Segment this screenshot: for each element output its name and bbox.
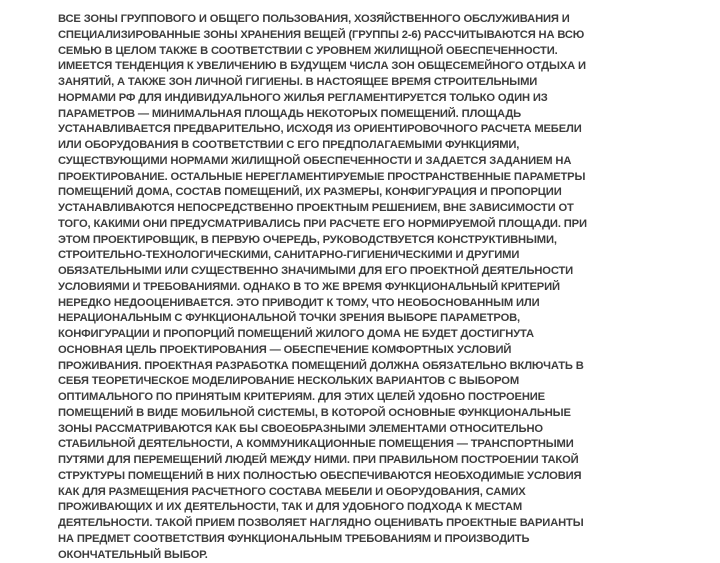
- slide-body-text: ВСЕ ЗОНЫ ГРУППОВОГО И ОБЩЕГО ПОЛЬЗОВАНИЯ, ХОЗЯЙСТВЕННОГО ОБСЛУЖИВАНИЯ И СПЕЦИАЛИЗИРОВАННЫЕ ЗОНЫ ХРАНЕНИЯ ВЕЩЕЙ (ГРУППЫ 2-6) РАССЧИТЫВАЮТСЯ НА ВСЮ СЕМЬЮ В ЦЕЛОМ ТАКЖЕ В СООТВЕТСТВИИ С УРОВНЕМ ЖИЛИЩНОЙ ОБЕСПЕЧЕННОСТИ. ИМЕЕТСЯ ТЕНДЕНЦИЯ К УВЕЛИЧЕНИЮ В БУДУЩЕМ ЧИСЛА ЗОН ОБЩЕСЕМЕЙНОГО ОТДЫХА И ЗАНЯТИЙ, А ТАКЖЕ ЗОН ЛИЧНОЙ ГИГИЕНЫ. В НАСТОЯЩЕЕ ВРЕМЯ СТРОИТЕЛЬНЫМИ НОРМАМИ РФ ДЛЯ ИНДИВИДУАЛЬНОГО ЖИЛЬЯ РЕГЛАМЕНТИРУЕТСЯ ТОЛЬКО ОДИН ИЗ ПАРАМЕТРОВ — МИНИМАЛЬНАЯ ПЛОЩАДЬ НЕКОТОРЫХ ПОМЕЩЕНИЙ. ПЛОЩАДЬ УСТАНАВЛИВАЕТСЯ ПРЕДВАРИТЕЛЬНО, ИСХОДЯ ИЗ ОРИЕНТИРОВОЧНОГО РАСЧЕТА МЕБЕЛИ ИЛИ ОБОРУДОВАНИЯ В СООТВЕТСТВИИ С ЕГО ПРЕДПОЛАГАЕМЫМИ ФУНКЦИЯМИ, СУЩЕСТВУЮЩИМИ НОРМАМИ ЖИЛИЩНОЙ ОБЕСПЕЧЕННОСТИ И ЗАДАЕТСЯ ЗАДАНИЕМ НА ПРОЕКТИРОВАНИЕ. ОСТАЛЬНЫЕ НЕРЕГЛАМЕНТИРУЕМЫЕ ПРОСТРАНСТВЕННЫЕ ПАРАМЕТРЫ ПОМЕЩЕНИЙ ДОМА, СОСТАВ ПОМЕЩЕНИЙ, ИХ РАЗМЕРЫ, КОНФИГУРАЦИЯ И ПРОПОРЦИИ УСТАНАВЛИВАЮТСЯ НЕПОСРЕДСТВЕННО ПРОЕКТНЫМ РЕШЕНИЕМ, ВНЕ ЗАВИСИМОСТИ ОТ ТОГО, КАКИМИ ОНИ ПРЕДУСМАТРИВАЛИСЬ ПРИ РАСЧЕТЕ ЕГО НОРМИРУЕМОЙ ПЛОЩАДИ. ПРИ ЭТОМ ПРОЕКТИРОВЩИК, В ПЕРВУЮ ОЧЕРЕДЬ, РУКОВОДСТВУЕТСЯ КОНСТРУКТИВНЫМИ, СТРОИТЕЛЬНО-ТЕХНОЛОГИЧЕСКИМИ, САНИТАРНО-ГИГИЕНИЧЕСКИМИ И ДРУГИМИ ОБЯЗАТЕЛЬНЫМИ ИЛИ СУЩЕСТВЕННО ЗНАЧИМЫМИ ДЛЯ ЕГО ПРОЕКТНОЙ ДЕЯТЕЛЬНОСТИ УСЛОВИЯМИ И ТРЕБОВАНИЯМИ. ОДНАКО В ТО ЖЕ ВРЕМЯ ФУНКЦИОНАЛЬНЫЙ КРИТЕРИЙ НЕРЕДКО НЕДООЦЕНИВАЕТСЯ. ЭТО ПРИВОДИТ К ТОМУ, ЧТО НЕОБОСНОВАННЫМ ИЛИ НЕРАЦИОНАЛЬНЫМ С ФУНКЦИОНАЛЬНОЙ ТОЧКИ ЗРЕНИЯ ВЫБОРЕ ПАРАМЕТРОВ, КОНФИГУРАЦИИ И ПРОПОРЦИЙ ПОМЕЩЕНИЙ ЖИЛОГО ДОМА НЕ БУДЕТ ДОСТИГНУТА ОСНОВНАЯ ЦЕЛЬ ПРОЕКТИРОВАНИЯ — ОБЕСПЕЧЕНИЕ КОМФОРТНЫХ УСЛОВИЙ ПРОЖИВАНИЯ. ПРОЕКТНАЯ РАЗРАБОТКА ПОМЕЩЕНИЙ ДОЛЖНА ОБЯЗАТЕЛЬНО ВКЛЮЧАТЬ В СЕБЯ ТЕОРЕТИЧЕСКОЕ МОДЕЛИРОВАНИЕ НЕСКОЛЬКИХ ВАРИАНТОВ С ВЫБОРОМ ОПТИМАЛЬНОГО ПО ПРИНЯТЫМ КРИТЕРИЯМ. ДЛЯ ЭТИХ ЦЕЛЕЙ УДОБНО ПОСТРОЕНИЕ ПОМЕЩЕНИЙ В ВИДЕ МОБИЛЬНОЙ СИСТЕМЫ, В КОТОРОЙ ОСНОВНЫЕ ФУНКЦИОНАЛЬНЫЕ ЗОНЫ РАССМАТРИВАЮТСЯ КАК БЫ СВОЕОБРАЗНЫМИ ЭЛЕМЕНТАМИ ОТНОСИТЕЛЬНО СТАБИЛЬНОЙ ДЕЯТЕЛЬНОСТИ, А КОММУНИКАЦИОННЫЕ ПОМЕЩЕНИЯ — ТРАНСПОРТНЫМИ ПУТЯМИ ДЛЯ ПЕРЕМЕЩЕНИЙ ЛЮДЕЙ МЕЖДУ НИМИ. ПРИ ПРАВИЛЬНОМ ПОСТРОЕНИИ ТАКОЙ СТРУКТУРЫ ПОМЕЩЕНИЙ В НИХ ПОЛНОСТЬЮ ОБЕСПЕЧИВАЮТСЯ НЕОБХОДИМЫЕ УСЛОВИЯ КАК ДЛЯ РАЗМЕЩЕНИЯ РАСЧЕТНОГО СОСТАВА МЕБЕЛИ И ОБОРУДОВАНИЯ, САМИХ ПРОЖИВАЮЩИХ И ИХ ДЕЯТЕЛЬНОСТИ, ТАК И ДЛЯ УДОБНОГО ПОДХОДА К МЕСТАМ ДЕЯТЕЛЬНОСТИ. ТАКОЙ ПРИЕМ ПОЗВОЛЯЕТ НАГЛЯДНО ОЦЕНИВАТЬ ПРОЕКТНЫЕ ВАРИАНТЫ НА ПРЕДМЕТ СООТВЕТСТВИЯ ФУНКЦИОНАЛЬНЫМ ТРЕБОВАНИЯМ И ПРОИЗВОДИТЬ ОКОНЧАТЕЛЬНЫЙ ВЫБОР.: [58, 13, 587, 561]
